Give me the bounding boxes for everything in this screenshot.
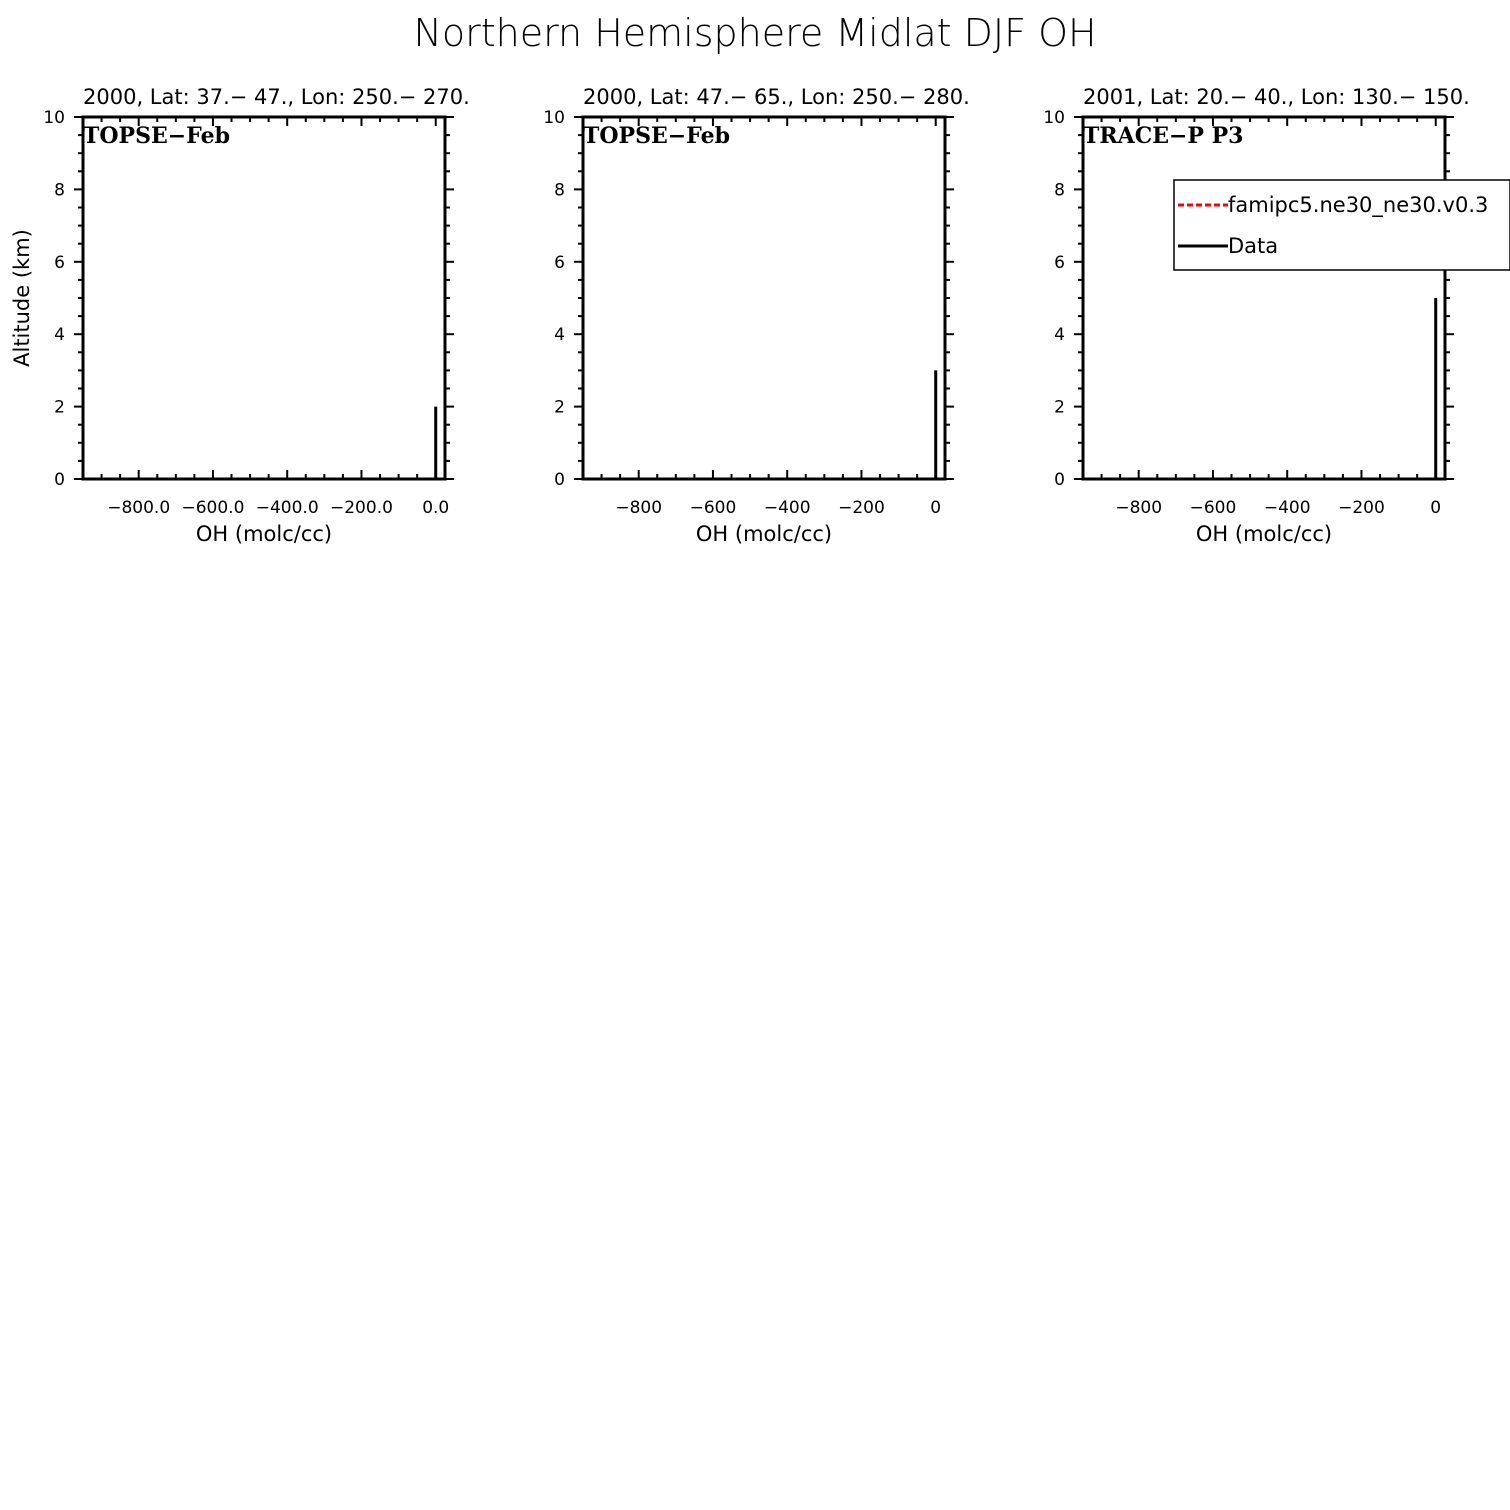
y-tick-label: 6 bbox=[54, 252, 65, 273]
y-tick-label: 4 bbox=[554, 325, 565, 346]
y-tick-label: 10 bbox=[43, 108, 65, 128]
legend-label: famipc5.ne30_ne30.v0.3 bbox=[1228, 193, 1489, 217]
panel-2 bbox=[543, 85, 969, 546]
x-tick-label: −800.0 bbox=[107, 498, 171, 518]
y-tick-label: 4 bbox=[54, 325, 65, 346]
panel-title: 2000, Lat: 47.− 65., Lon: 250.− 280. bbox=[583, 85, 970, 109]
x-tick-label: −600 bbox=[1189, 498, 1237, 518]
x-tick-label: 0 bbox=[930, 498, 942, 518]
x-tick-label: −400 bbox=[763, 498, 811, 518]
y-tick-label: 0 bbox=[1054, 470, 1065, 490]
plot-frame bbox=[83, 117, 445, 479]
plot-frame bbox=[583, 117, 945, 479]
figure-title: Northern Hemisphere Midlat DJF OH bbox=[413, 11, 1097, 55]
legend-label: Data bbox=[1228, 234, 1279, 258]
y-tick-label: 2 bbox=[54, 397, 65, 418]
campaign-label: TOPSE−Feb bbox=[583, 123, 730, 149]
x-tick-label: −600 bbox=[689, 498, 737, 518]
y-tick-label: 8 bbox=[554, 180, 565, 201]
x-tick-label: −200 bbox=[1338, 498, 1385, 518]
panel-1 bbox=[10, 85, 470, 546]
x-tick-label: 0.0 bbox=[422, 498, 450, 518]
plot-frame bbox=[1083, 117, 1445, 479]
y-tick-label: 0 bbox=[54, 470, 65, 490]
x-tick-label: −800 bbox=[615, 498, 663, 518]
x-tick-label: −800 bbox=[1115, 498, 1163, 518]
y-tick-label: 4 bbox=[1054, 325, 1065, 346]
x-tick-label: −200 bbox=[838, 498, 885, 518]
x-tick-label: 0 bbox=[1430, 498, 1442, 518]
panel-title: 2001, Lat: 20.− 40., Lon: 130.− 150. bbox=[1083, 85, 1470, 109]
y-tick-label: 2 bbox=[1054, 397, 1065, 418]
x-axis-label: OH (molc/cc) bbox=[195, 522, 333, 546]
campaign-label: TOPSE−Feb bbox=[83, 123, 230, 149]
y-tick-label: 2 bbox=[554, 397, 565, 418]
x-tick-label: −400.0 bbox=[255, 498, 319, 518]
y-tick-label: 8 bbox=[1054, 180, 1065, 201]
legend bbox=[1174, 180, 1510, 270]
x-axis-label: OH (molc/cc) bbox=[1195, 522, 1333, 546]
y-tick-label: 6 bbox=[554, 252, 565, 273]
x-tick-label: −600.0 bbox=[181, 498, 245, 518]
y-tick-label: 6 bbox=[1054, 252, 1065, 273]
campaign-label: TRACE−P P3 bbox=[1083, 123, 1244, 149]
panel-title: 2000, Lat: 37.− 47., Lon: 250.− 270. bbox=[83, 85, 470, 109]
y-tick-label: 8 bbox=[54, 180, 65, 201]
x-tick-label: −400 bbox=[1263, 498, 1311, 518]
y-tick-label: 10 bbox=[543, 108, 565, 128]
y-tick-label: 0 bbox=[554, 470, 565, 490]
x-axis-label: OH (molc/cc) bbox=[695, 522, 833, 546]
panel-3 bbox=[1043, 85, 1510, 546]
y-axis-label: Altitude (km) bbox=[10, 229, 34, 367]
y-tick-label: 10 bbox=[1043, 108, 1065, 128]
x-tick-label: −200.0 bbox=[330, 498, 393, 518]
